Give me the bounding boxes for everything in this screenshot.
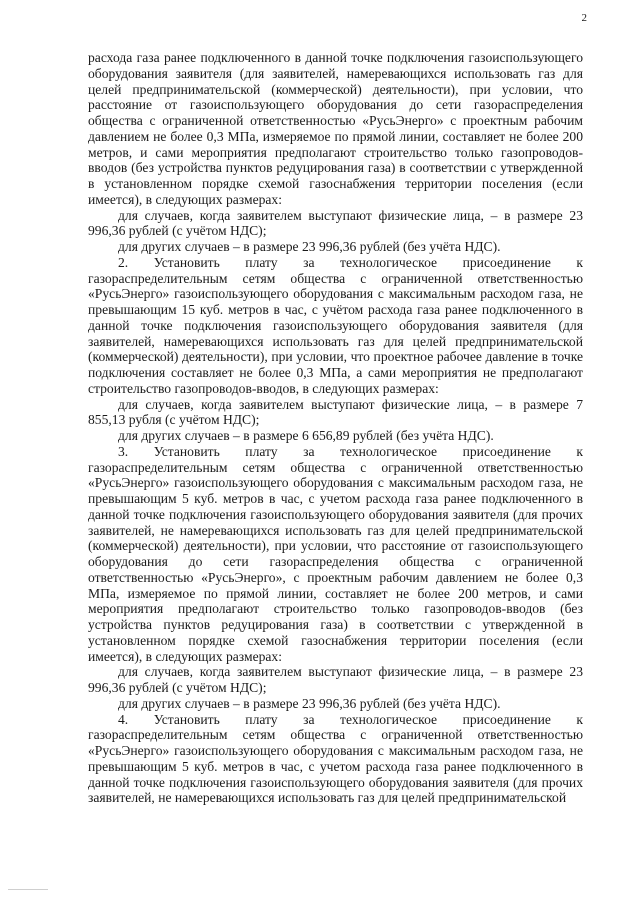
- paragraph-4: 4. Установить плату за технологическое присоединение к газораспределительным сетям общества с ограниченной ответственностью «РусьЭнерго» газоиспользующего оборудования с максимальным расходом газа, не превышающим 5 куб. метров в час, с учетом расхода газа ранее подключенного в данной точке подключения газоиспользующего оборудования заявителя (для прочих заявителей, не намеревающихся использовать газ для целей предпринимательской: [88, 711, 583, 806]
- paragraph-2-other-fee: для других случаев – в размере 6 656,89 рублей (без учёта НДС).: [118, 428, 494, 443]
- paragraph-2: 2. Установить плату за технологическое присоединение к газораспределительным сетям общества с ограниченной ответственностью «РусьЭнерго» газоиспользующего оборудования с максимальным расходом газа, не превышающим 15 куб. метров в час, с учётом расхода газа ранее подключенного в данной точке подключения газоиспользующего оборудования заявителя (для заявителей, намеревающихся использовать газ для целей предпринимательской (коммерческой) деятельности), при условии, что проектное рабочее давление в точке подключения составляет не более 0,3 МПа, а сами мероприятия не предполагают строительство газопроводов-вводов, в следующих размерах:: [88, 254, 583, 396]
- paragraph-3: 3. Установить плату за технологическое присоединение к газораспределительным сетям общества с ограниченной ответственностью «РусьЭнерго» газоиспользующего оборудования с максимальным расходом газа, не превышающим 5 куб. метров в час, с учетом расхода газа ранее подключенного в данной точке подключения газоиспользующего оборудования заявителя (для прочих заявителей, не намеревающихся использовать газ для целей предпринимательской (коммерческой) деятельности), при условии, что расстояние от газоиспользующего оборудования до сети газораспределения общества с ограниченной ответственностью «РусьЭнерго», с проектным рабочим давлением не более 0,3 МПа, измеряемое по прямой линии, составляет не более 200 метров, и сами мероприятия предполагают строительство только газопроводов-вводов (без устройства пунктов редуцирования газа) в соответствии с утвержденной в установленном порядке схемой газоснабжения территории поселения (если имеется), в следующих размерах:: [88, 443, 583, 664]
- paragraph-1-continuation: расхода газа ранее подключенного в данной точке подключения газоиспользующего оборудования заявителя (для заявителей, намеревающихся использовать газ для целей предпринимательской (коммерческой) деятельности), при условии, что расстояние от газоиспользующего оборудования до сети газораспределения общества с ограниченной ответственностью «РусьЭнерго» с проектным рабочим давлением не более 0,3 МПа, измеряемое по прямой линии, составляет не более 200 метров, и сами мероприятия предполагают строительство только газопроводов-вводов (без устройства пунктов редуцирования газа) в соответствии с утвержденной в установленном порядке схемой газоснабжения территории поселения (если имеется), в следующих размерах:: [88, 50, 583, 207]
- paragraph-2-individuals-fee: для случаев, когда заявителем выступают физические лица, – в размере 7 855,13 рубля (с учётом НДС);: [88, 396, 583, 428]
- paragraph-3-individuals-fee: для случаев, когда заявителем выступают физические лица, – в размере 23 996,36 рублей (с учётом НДС);: [88, 664, 583, 695]
- paragraph-1-individuals-fee: для случаев, когда заявителем выступают физические лица, – в размере 23 996,36 рублей (с учётом НДС);: [88, 207, 583, 239]
- page-number: 2: [581, 12, 587, 24]
- scan-artifact-line: [8, 889, 48, 890]
- paragraph-3-other-fee: для других случаев – в размере 23 996,36 рублей (без учёта НДС).: [118, 695, 501, 711]
- paragraph-1-other-fee: для других случаев – в размере 23 996,36 рублей (без учёта НДС).: [118, 239, 501, 254]
- document-body: [88, 50, 583, 806]
